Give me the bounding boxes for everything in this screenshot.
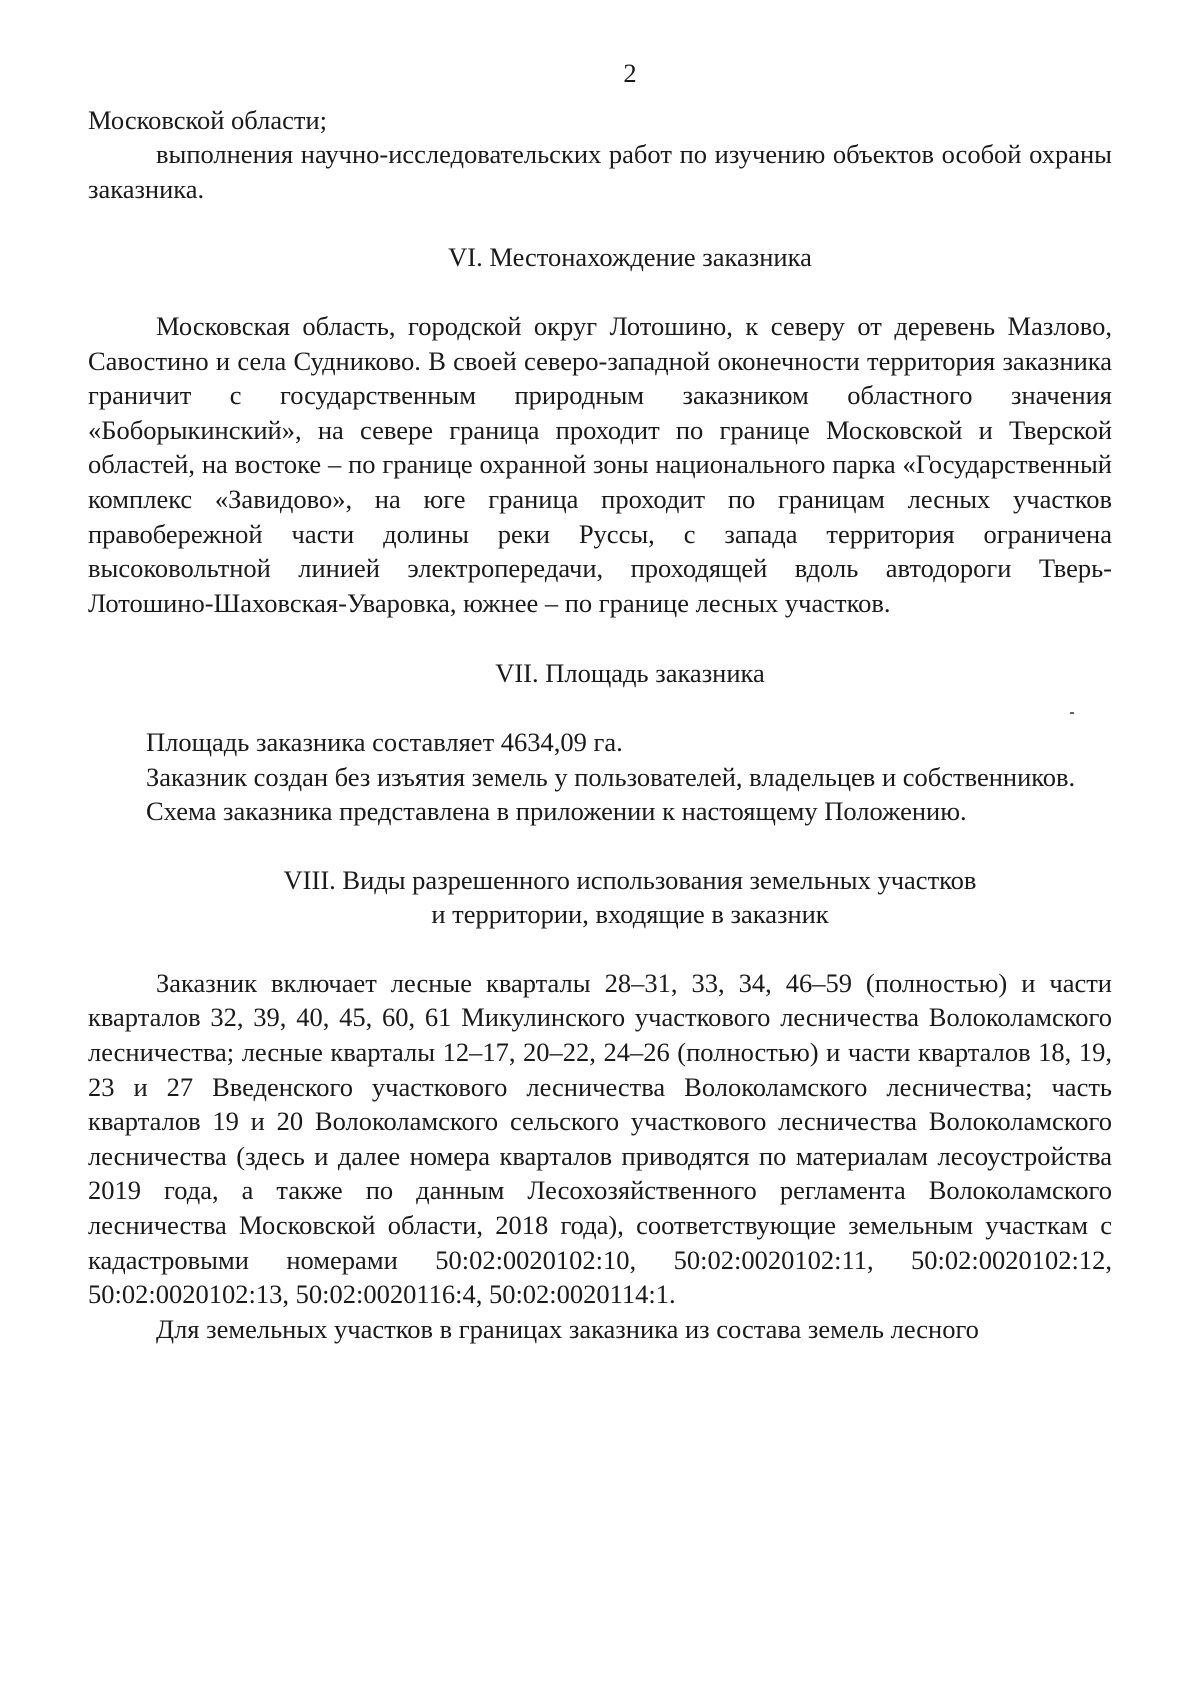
- section-7-ownership: Заказник создан без изъятия земель у пользователей, владельцев и собственников.: [146, 761, 1076, 792]
- section-6-text: Московская область, городской округ Лотошино, к северу от деревень Мазлово, Савостино и села Судниково. В своей северо-западной оконечности территория заказника граничит с государственным природным заказником областного значения «Боборыкинский», на севере граница проходит по границе Московской и Тверской областей, на востоке – по границе охранной зоны национального парка «Государственный комплекс «Завидово», на юге граница проходит по границам лесных участков правобережной части долины реки Руссы, с запада территория ограничена высоковольтной линией электропередачи, проходящей вдоль автодороги Тверь-Лотошино-Шаховская-Уваровка, южнее – по границе лесных участков.: [88, 310, 1112, 618]
- section-8-land-plots: Для земельных участков в границах заказника из состава земель лесного: [156, 1313, 979, 1344]
- section-6-heading: VI. Местонахождение заказника: [448, 242, 812, 273]
- paragraph-continuation: Московской области;: [88, 104, 328, 135]
- section-8-heading: [88, 863, 1112, 932]
- section-8-heading-line1: VIII. Виды разрешенного использования земельных участков: [283, 864, 977, 895]
- document-body: [88, 56, 1112, 1346]
- section-8-heading-line2: и территории, входящие в заказник: [431, 899, 829, 930]
- section-7-scheme: Схема заказника представлена в приложении к настоящему Положению.: [146, 796, 967, 827]
- paragraph-research: выполнения научно-исследовательских работ по изучению объектов особой охраны заказника.: [88, 139, 1112, 204]
- section-7-heading: VII. Площадь заказника: [495, 658, 765, 689]
- section-8-quarters: Заказник включает лесные кварталы 28–31, 33, 34, 46–59 (полностью) и части кварталов 32, 39, 40, 45, 60, 61 Микулинского участкового лесничества Волоколамского лесничества; лесные кварталы 12–17, 20–22, 24–26 (полностью) и части кварталов 18, 19, 23 и 27 Введенского участкового лесничества Волоколамского лесничества; часть кварталов 19 и 20 Волоколамского сельского участкового лесничества Волоколамского лесничества (здесь и далее номера кварталов приводятся по материалам лесоустройства 2019 года, а также по данным Лесохозяйственного регламента Волоколамского лесничества Московской области, 2018 года), соответствующие земельным участкам с кадастровыми номерами 50:02:0020102:10, 50:02:0020102:11, 50:02:0020102:12, 50:02:0020102:13, 50:02:0020116:4, 50:02:0020114:1.: [88, 967, 1112, 1310]
- scan-mark: [1070, 712, 1074, 714]
- section-7-area: Площадь заказника составляет 4634,09 га.: [146, 726, 623, 757]
- page-number: 2: [623, 58, 637, 88]
